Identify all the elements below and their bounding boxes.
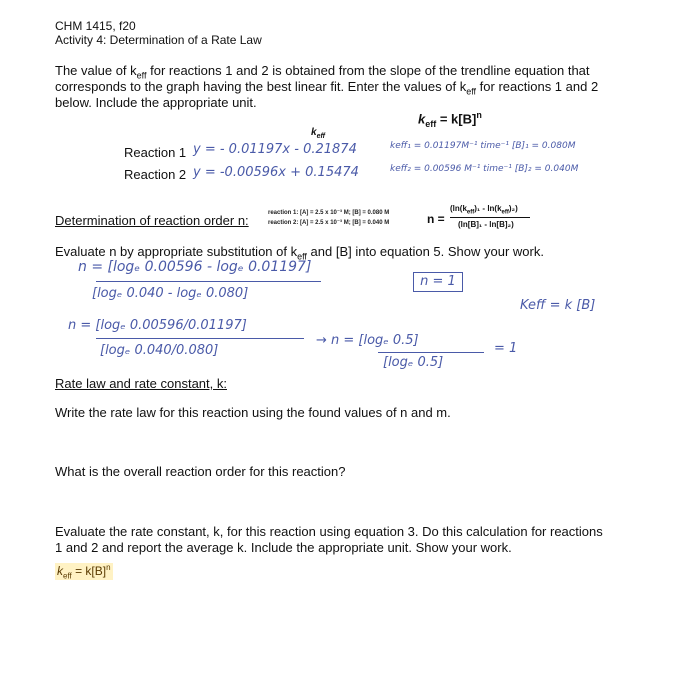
rate-law-instruction: Write the rate law for this reaction using the found values of n and m.: [55, 405, 451, 420]
reaction-1-trendline: y = - 0.01197x - 0.21874: [193, 142, 357, 157]
keff-equation-top: $k_{eff} = k[B]^n$: [418, 110, 482, 129]
rate-law-heading: Rate law and rate constant, k:: [55, 376, 227, 391]
activity-title: Activity 4: Determination of a Rate Law: [55, 33, 262, 47]
overall-order-question: What is the overall reaction order for this reaction?: [55, 464, 346, 479]
evaluate-k-line-2: 1 and 2 and report the average k. Include the appropriate unit. Show your work.: [55, 540, 512, 555]
course-title: CHM 1415, f20: [55, 19, 136, 33]
n-numerator: $(\ln(k_{eff})_1 - \ln(k_{eff})_2)$: [450, 204, 518, 216]
hw-keff-note: Keff = k [B]: [520, 298, 596, 313]
intro-line-2: corresponds to the graph having the best linear fit. Enter the values of $k_{eff}$ for reactions 1 and 2: [55, 79, 599, 97]
n-denominator: (ln[B]₁ - ln[B]₂): [458, 220, 514, 229]
keff-column-label: $k_{eff}$: [311, 127, 325, 140]
hw-n-line-3: n = [logₑ 0.00596/0.01197]: [68, 318, 247, 333]
hw-fraction-line-3: [378, 352, 484, 353]
evaluate-n-instruction: Evaluate n by appropriate substitution of $k_{eff}$ and [B] into equation 5. Show your work.: [55, 244, 544, 262]
hw-fraction-line-1: [96, 281, 321, 282]
reaction-2-label: Reaction 2: [124, 167, 187, 182]
n-equals: n =: [427, 212, 445, 226]
reaction-1-conditions: reaction 1: [A] = 2.5 x 10⁻³ M; [B] = 0.080 M: [268, 210, 390, 216]
reaction-1-keff: keff₁ = 0.01197M⁻¹ time⁻¹ [B]₁ = 0.080M: [390, 141, 576, 151]
reaction-2-trendline: y = -0.00596x + 0.15474: [193, 165, 359, 180]
intro-line-3: below. Include the appropriate unit.: [55, 95, 257, 110]
hw-arrow-denominator: [logₑ 0.5]: [383, 355, 444, 370]
hw-n-result-box: n = 1: [413, 272, 463, 292]
hw-arrow-result: = 1: [494, 341, 518, 356]
hw-n-line-2: [logₑ 0.040 - logₑ 0.080]: [92, 286, 249, 301]
fraction-line: [450, 217, 530, 218]
reaction-2-keff: keff₂ = 0.00596 M⁻¹ time⁻¹ [B]₂ = 0.040M: [390, 164, 579, 174]
hw-arrow-numerator: → n = [logₑ 0.5]: [316, 333, 419, 348]
reaction-1-label: Reaction 1: [124, 145, 187, 160]
hw-fraction-line-2: [96, 338, 304, 339]
keff-equation-bottom: $k_{eff} = k[B]^n$: [57, 563, 111, 581]
evaluate-k-line-1: Evaluate the rate constant, k, for this reaction using equation 3. Do this calculation for reactions: [55, 524, 603, 539]
reaction-2-conditions: reaction 2: [A] = 2.5 x 10⁻³ M; [B] = 0.040 M: [268, 220, 390, 226]
intro-line-1: The value of $k_{eff}$ for reactions 1 and 2 is obtained from the slope of the trendline equation that: [55, 63, 590, 81]
order-heading: Determination of reaction order n:: [55, 213, 249, 228]
hw-n-line-1: n = [logₑ 0.00596 - logₑ 0.01197]: [78, 259, 312, 275]
hw-n-line-4: [logₑ 0.040/0.080]: [100, 343, 219, 358]
